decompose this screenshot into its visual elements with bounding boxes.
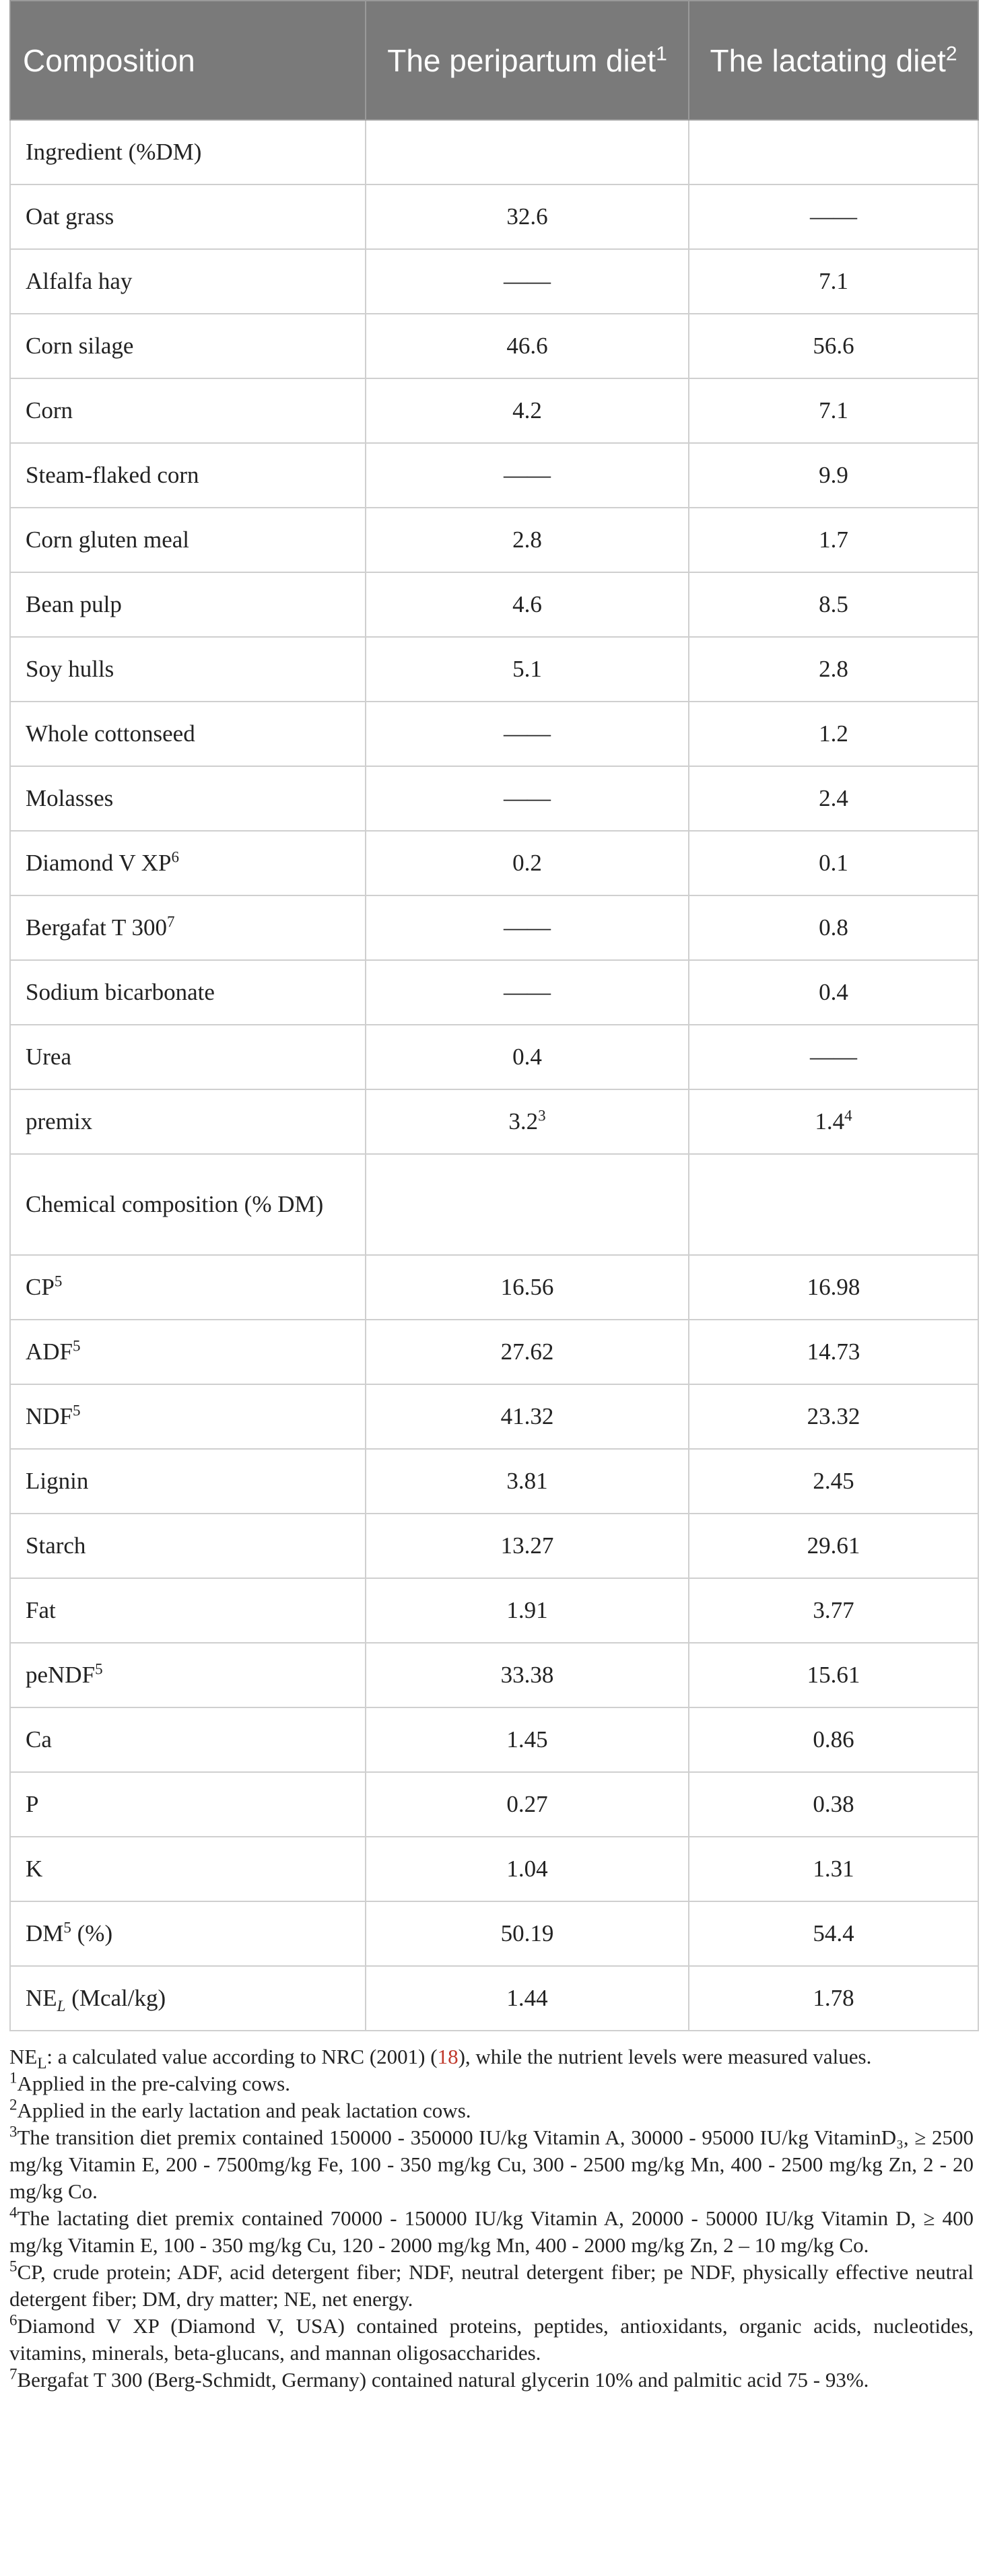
table-row [10,314,978,378]
footnote-item: $^5$CP, crude protein; ADF, acid detergent fiber; NDF, neutral detergent fiber; pe NDF, physically effective neutral detergent fiber; DM, dry matter; NE, net energy. [9,2258,974,2311]
reference-link-18[interactable]: 18 [437,2045,459,2068]
footnote-item: $^2$Applied in the early lactation and peak lactation cows. [9,2096,471,2122]
lactating-value: 1.2 [689,702,978,766]
table-row [10,443,978,508]
peripartum-value: $3.2^3$ [366,1089,689,1154]
row-label: Alfalfa hay [10,249,366,314]
peripartum-value: —— [366,249,689,314]
lactating-value: 29.61 [689,1514,978,1578]
lactating-value: —— [689,184,978,249]
lactating-value: 1.31 [689,1837,978,1901]
lactating-value: 54.4 [689,1901,978,1966]
table-row [10,120,978,184]
table-row [10,1707,978,1772]
table-row [10,1514,978,1578]
footnote-nel: $NE_L$: a calculated value according to NRC (2001) (18), while the nutrient levels were measured values. [9,2045,872,2072]
table-row [10,637,978,702]
lactating-value: 2.45 [689,1449,978,1514]
header-row [10,1,978,120]
table-row [10,1837,978,1901]
row-label: premix [10,1089,366,1154]
table-row [10,1320,978,1384]
peripartum-value: —— [366,960,689,1025]
lactating-value: 9.9 [689,443,978,508]
row-label: Soy hulls [10,637,366,702]
peripartum-value: —— [366,443,689,508]
table-row [10,895,978,960]
table-row [10,1772,978,1837]
lactating-value: 1.78 [689,1966,978,2031]
row-label: Fat [10,1578,366,1643]
table-row [10,1089,978,1154]
footnote-item: $^6$Diamond V XP (Diamond V, USA) contained proteins, peptides, antioxidants, organic acids, nucleotides, vitamins, minerals, beta-glucans, and mannan oligosaccharides. [9,2311,974,2365]
peripartum-value: 32.6 [366,184,689,249]
lactating-value: 56.6 [689,314,978,378]
table-footnotes [9,2043,974,2394]
table-row [10,1255,978,1320]
row-label: Chemical composition (% DM) [10,1154,366,1255]
footnote-item: $^7$Bergafat T 300 (Berg-Schmidt, Germany) contained natural glycerin 10% and palmitic acid 75 - 93%. [9,2365,869,2392]
row-label: Corn [10,378,366,443]
peripartum-value: 0.2 [366,831,689,895]
lactating-value: 2.4 [689,766,978,831]
table-row [10,1025,978,1089]
table-row [10,249,978,314]
row-label: Bean pulp [10,572,366,637]
table-body [10,120,978,2031]
peripartum-value: 0.27 [366,1772,689,1837]
row-label: P [10,1772,366,1837]
table-row [10,1449,978,1514]
row-label: peNDF$^5$ [10,1643,366,1707]
table-row [10,572,978,637]
row-label: Molasses [10,766,366,831]
row-label: $CP^5$ [10,1255,366,1320]
table-row [10,1901,978,1966]
header-composition: Composition [10,1,366,120]
lactating-value: 2.8 [689,637,978,702]
row-label: Oat grass [10,184,366,249]
lactating-value: 0.8 [689,895,978,960]
table-row [10,1154,978,1255]
lactating-value: 0.4 [689,960,978,1025]
header-peripartum-diet: The peripartum diet$^1$ [366,1,689,120]
lactating-value: 14.73 [689,1320,978,1384]
header-peripartum-sup: 1 [656,42,667,65]
table-row [10,766,978,831]
table-row [10,831,978,895]
peripartum-value: 5.1 [366,637,689,702]
peripartum-value [366,120,689,184]
peripartum-value: —— [366,766,689,831]
header-lactating-diet: The lactating diet$^2$ [689,1,978,120]
peripartum-value: 27.62 [366,1320,689,1384]
peripartum-value: 0.4 [366,1025,689,1089]
lactating-value: —— [689,1025,978,1089]
table-header [10,1,978,120]
peripartum-value: 1.91 [366,1578,689,1643]
footnote-item: $^3$The transition diet premix contained 150000 - 350000 IU/kg Vitamin A, 30000 - 95000 IU/kg VitaminD₃, ≥ 2500 mg/kg Vitamin E, 200 - 7500mg/kg Fe, 100 - 350 mg/kg Cu, 300 - 2500 mg/kg Mn, 400 - 2500 mg/kg Zn, 2 - 20 mg/kg Co. [9,2123,974,2203]
row-label: Starch [10,1514,366,1578]
table-row [10,508,978,572]
footnote-item: $^1$Applied in the pre-calving cows. [9,2069,290,2095]
peripartum-value: 16.56 [366,1255,689,1320]
table-row [10,378,978,443]
row-label: Whole cottonseed [10,702,366,766]
peripartum-value [366,1154,689,1255]
table-row [10,184,978,249]
lactating-value: 7.1 [689,378,978,443]
lactating-value: 0.86 [689,1707,978,1772]
row-label: Sodium bicarbonate [10,960,366,1025]
peripartum-value: 1.45 [366,1707,689,1772]
lactating-value: 3.77 [689,1578,978,1643]
row-label: Corn silage [10,314,366,378]
peripartum-value: 2.8 [366,508,689,572]
lactating-value: 16.98 [689,1255,978,1320]
peripartum-value: 4.6 [366,572,689,637]
peripartum-value: 1.44 [366,1966,689,2031]
peripartum-value: 4.2 [366,378,689,443]
peripartum-value: 13.27 [366,1514,689,1578]
peripartum-value: 1.04 [366,1837,689,1901]
footnote-item: $^4$The lactating diet premix contained 70000 - 150000 IU/kg Vitamin A, 20000 - 50000 IU/kg Vitamin D, ≥ 400 mg/kg Vitamin E, 100 - 350 mg/kg Cu, 120 - 2000 mg/kg Mn, 400 - 2000 mg/kg Zn, 2 – 10 mg/kg Co. [9,2204,974,2257]
lactating-value: 23.32 [689,1384,978,1449]
peripartum-value: 50.19 [366,1901,689,1966]
peripartum-value: —— [366,895,689,960]
lactating-value: 7.1 [689,249,978,314]
peripartum-value: —— [366,702,689,766]
row-label: NDF$^5$ [10,1384,366,1449]
row-label: Lignin [10,1449,366,1514]
row-label: K [10,1837,366,1901]
table-row [10,960,978,1025]
lactating-value: 0.1 [689,831,978,895]
diet-composition-table [9,0,979,2031]
row-label: Bergafat T $300^7$ [10,895,366,960]
header-lactating-sup: 2 [945,42,957,65]
peripartum-value: 3.81 [366,1449,689,1514]
lactating-value: 15.61 [689,1643,978,1707]
row-label: Urea [10,1025,366,1089]
lactating-value: $1.4^4$ [689,1089,978,1154]
table-row [10,702,978,766]
lactating-value: 1.7 [689,508,978,572]
table-row [10,1966,978,2031]
peripartum-value: 46.6 [366,314,689,378]
row-label: Ingredient (%DM) [10,120,366,184]
lactating-value [689,120,978,184]
peripartum-value: 33.38 [366,1643,689,1707]
table-row [10,1643,978,1707]
table-row [10,1578,978,1643]
lactating-value [689,1154,978,1255]
row-label: ADF$^5$ [10,1320,366,1384]
row-label: $DM^5$ (%) [10,1901,366,1966]
row-label: Ca [10,1707,366,1772]
row-label: $NE_L$ (Mcal/kg) [10,1966,366,2031]
row-label: Corn gluten meal [10,508,366,572]
row-label: Diamond V $XP^6$ [10,831,366,895]
lactating-value: 8.5 [689,572,978,637]
row-label: Steam-flaked corn [10,443,366,508]
table-row [10,1384,978,1449]
footnote-list [9,2070,974,2394]
lactating-value: 0.38 [689,1772,978,1837]
peripartum-value: 41.32 [366,1384,689,1449]
